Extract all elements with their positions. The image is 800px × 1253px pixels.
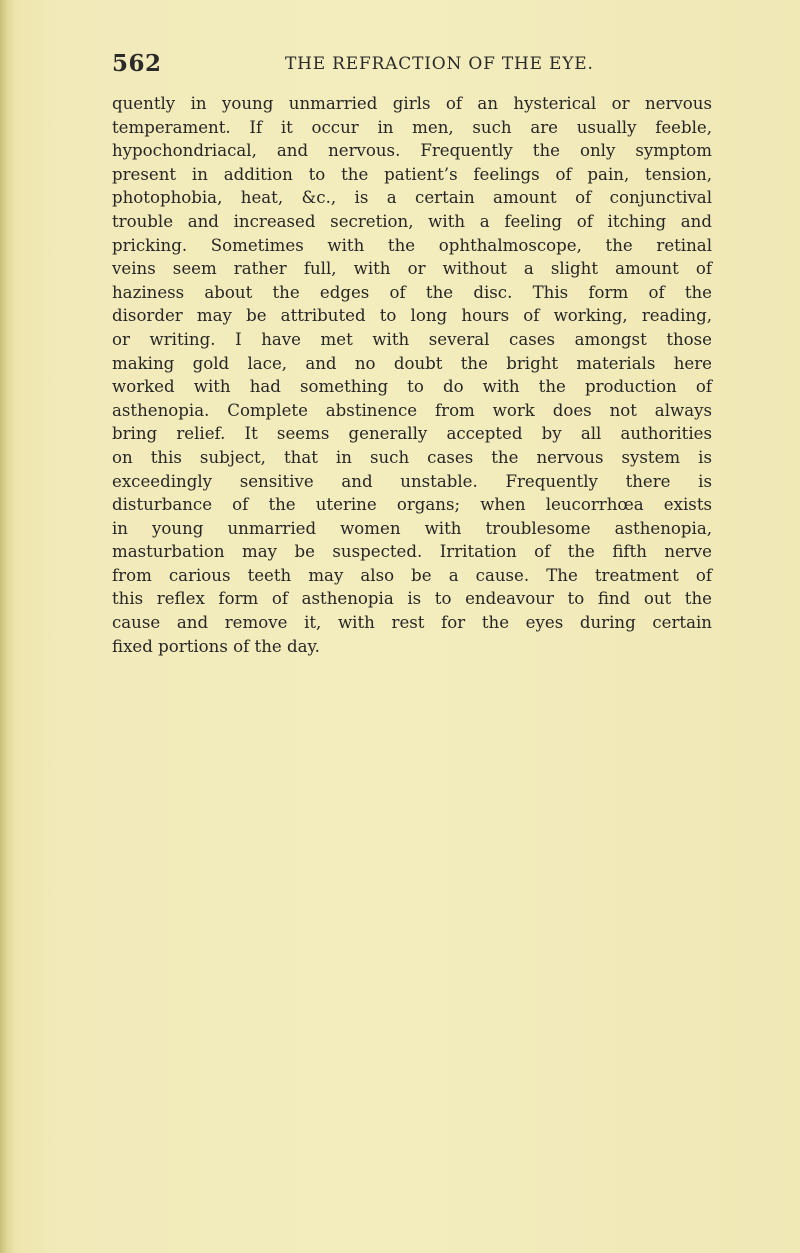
text-line: in young unmarried women with troublesome asthenopia, — [112, 518, 712, 538]
text-line: on this subject, that in such cases the nervous system is — [112, 447, 712, 467]
text-line: hypochondriacal, and nervous. Frequently the only symptom — [112, 141, 712, 161]
page-gutter — [0, 0, 14, 1253]
text-line: making gold lace, and no doubt the bright materials here — [112, 353, 712, 373]
text-line: asthenopia. Complete abstinence from work does not always — [112, 400, 712, 420]
text-line: from carious teeth may also be a cause. The treatment of — [112, 565, 712, 585]
text-line: bring relief. It seems generally accepted by all authorities — [112, 424, 712, 444]
text-line: photophobia, heat, &c., is a certain amount of conjunctival — [112, 188, 712, 208]
running-head: THE REFRACTION OF THE EYE. — [285, 54, 594, 74]
page-header — [112, 50, 612, 80]
text-line: worked with had something to do with the production of — [112, 377, 712, 397]
text-line: haziness about the edges of the disc. This form of the — [112, 282, 712, 302]
text-line: veins seem rather full, with or without a slight amount of — [112, 259, 712, 279]
text-line: fixed portions of the day. — [112, 636, 320, 656]
text-line: quently in young unmarried girls of an hysterical or nervous — [112, 94, 712, 113]
text-line: this reflex form of asthenopia is to endeavour to find out the — [112, 589, 712, 609]
text-line: trouble and increased secretion, with a feeling of itching and — [112, 211, 712, 231]
body-paragraph — [112, 92, 712, 658]
text-line: exceedingly sensitive and unstable. Frequently there is — [112, 471, 712, 491]
text-line: pricking. Sometimes with the ophthalmoscope, the retinal — [112, 235, 712, 255]
text-line: cause and remove it, with rest for the eyes during certain — [112, 613, 712, 633]
text-line: disturbance of the uterine organs; when leucorrhœa exists — [112, 495, 712, 515]
text-line: masturbation may be suspected. Irritation of the fifth nerve — [112, 542, 712, 562]
text-line: or writing. I have met with several cases amongst those — [112, 329, 712, 349]
text-line: present in addition to the patient’s feelings of pain, tension, — [112, 164, 712, 184]
page-number: 562 — [112, 50, 162, 77]
text-line: temperament. If it occur in men, such are usually feeble, — [112, 117, 712, 137]
text-line: disorder may be attributed to long hours of working, reading, — [112, 306, 712, 326]
